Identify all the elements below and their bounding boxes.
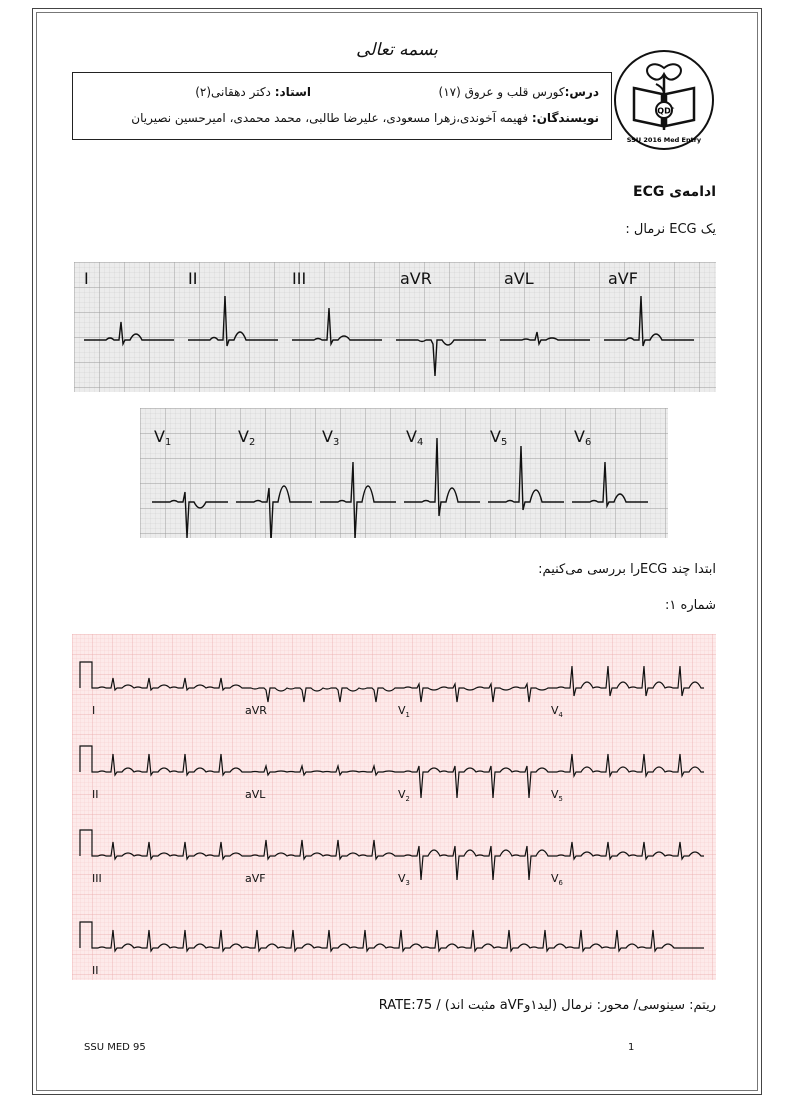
lead-label-avl: aVL [504,269,534,288]
lead-label-avf: aVF [608,269,638,288]
bismillah: بسمه تعالی [356,40,438,60]
section-title: ادامه‌ی ECG [633,184,716,200]
lead-label-v4: V4 [406,427,424,448]
teacher-value: دکتر دهقانی(۲) [195,85,271,99]
lead-label-v5: V5 [490,427,508,448]
lead-label-v6: V6 [574,427,592,448]
case-lead-label-v4-row1: $V_4$ [551,704,563,719]
authors-value: فهیمه آخوندی،زهرا مسعودی، علیرضا طالبی، محمد محمدی، امیرحسین نصیریان [131,111,529,125]
normal-ecg-limb-leads-image [74,262,716,392]
course-line [439,85,599,99]
ssu-logo [612,48,716,152]
logo-center-text: QD [657,106,671,116]
footer-left: SSU MED 95 [84,1042,146,1053]
case-lead-label-i-row1: I [92,704,96,717]
case-lead-label-v6-row3: $V_6$ [551,872,563,887]
intro-text: ابتدا چند ECGرا بررسی می‌کنیم: [538,562,716,577]
teacher-line [195,85,311,99]
page-number: 1 [628,1042,635,1053]
case-lead-label-avr-row1: aVR [245,704,267,717]
case-lead-label-avl-row2: aVL [245,788,266,801]
lead-label-i: I [84,269,89,288]
course-value: کورس قلب و عروق (۱۷) [438,85,565,99]
lead-label-iii: III [292,269,307,288]
normal-ecg-precordial-leads-image [140,408,668,538]
lead-label-avr: aVR [400,269,432,288]
case-lead-label-v5-row2: $V_5$ [551,788,563,803]
case-lead-label-v2-row2: $V_2$ [398,788,410,803]
case-label: شماره ۱: [665,598,716,613]
header-box [72,72,612,140]
lead-label-ii: II [188,269,198,288]
authors-line [131,111,599,125]
lead-label-v1: V1 [154,427,172,448]
case-lead-label-avf-row3: aVF [245,872,266,885]
lead-label-v3: V3 [322,427,340,448]
case-lead-label-iii-row3: III [92,872,102,885]
case-lead-label-v3-row3: $V_3$ [398,872,410,887]
result-text: ریتم: سینوسی/ محور: نرمال (لید۱وaVF مثبت اند) / RATE:75 [378,998,716,1013]
case-lead-label-v1-row1: $V_1$ [398,704,410,719]
lead-label-v2: V2 [238,427,256,448]
course-label: درس: [564,85,599,99]
normal-ecg-caption: یک ECG نرمال : [625,222,716,237]
case-lead-label-ii-row4: II [92,964,99,977]
case-lead-label-ii-row2: II [92,788,99,801]
case-1-ecg-image [72,634,716,980]
authors-label: نویسندگان: [531,111,599,125]
teacher-label: استاد: [274,85,311,99]
logo-text: SSU 2016 Med Entry [626,136,702,144]
